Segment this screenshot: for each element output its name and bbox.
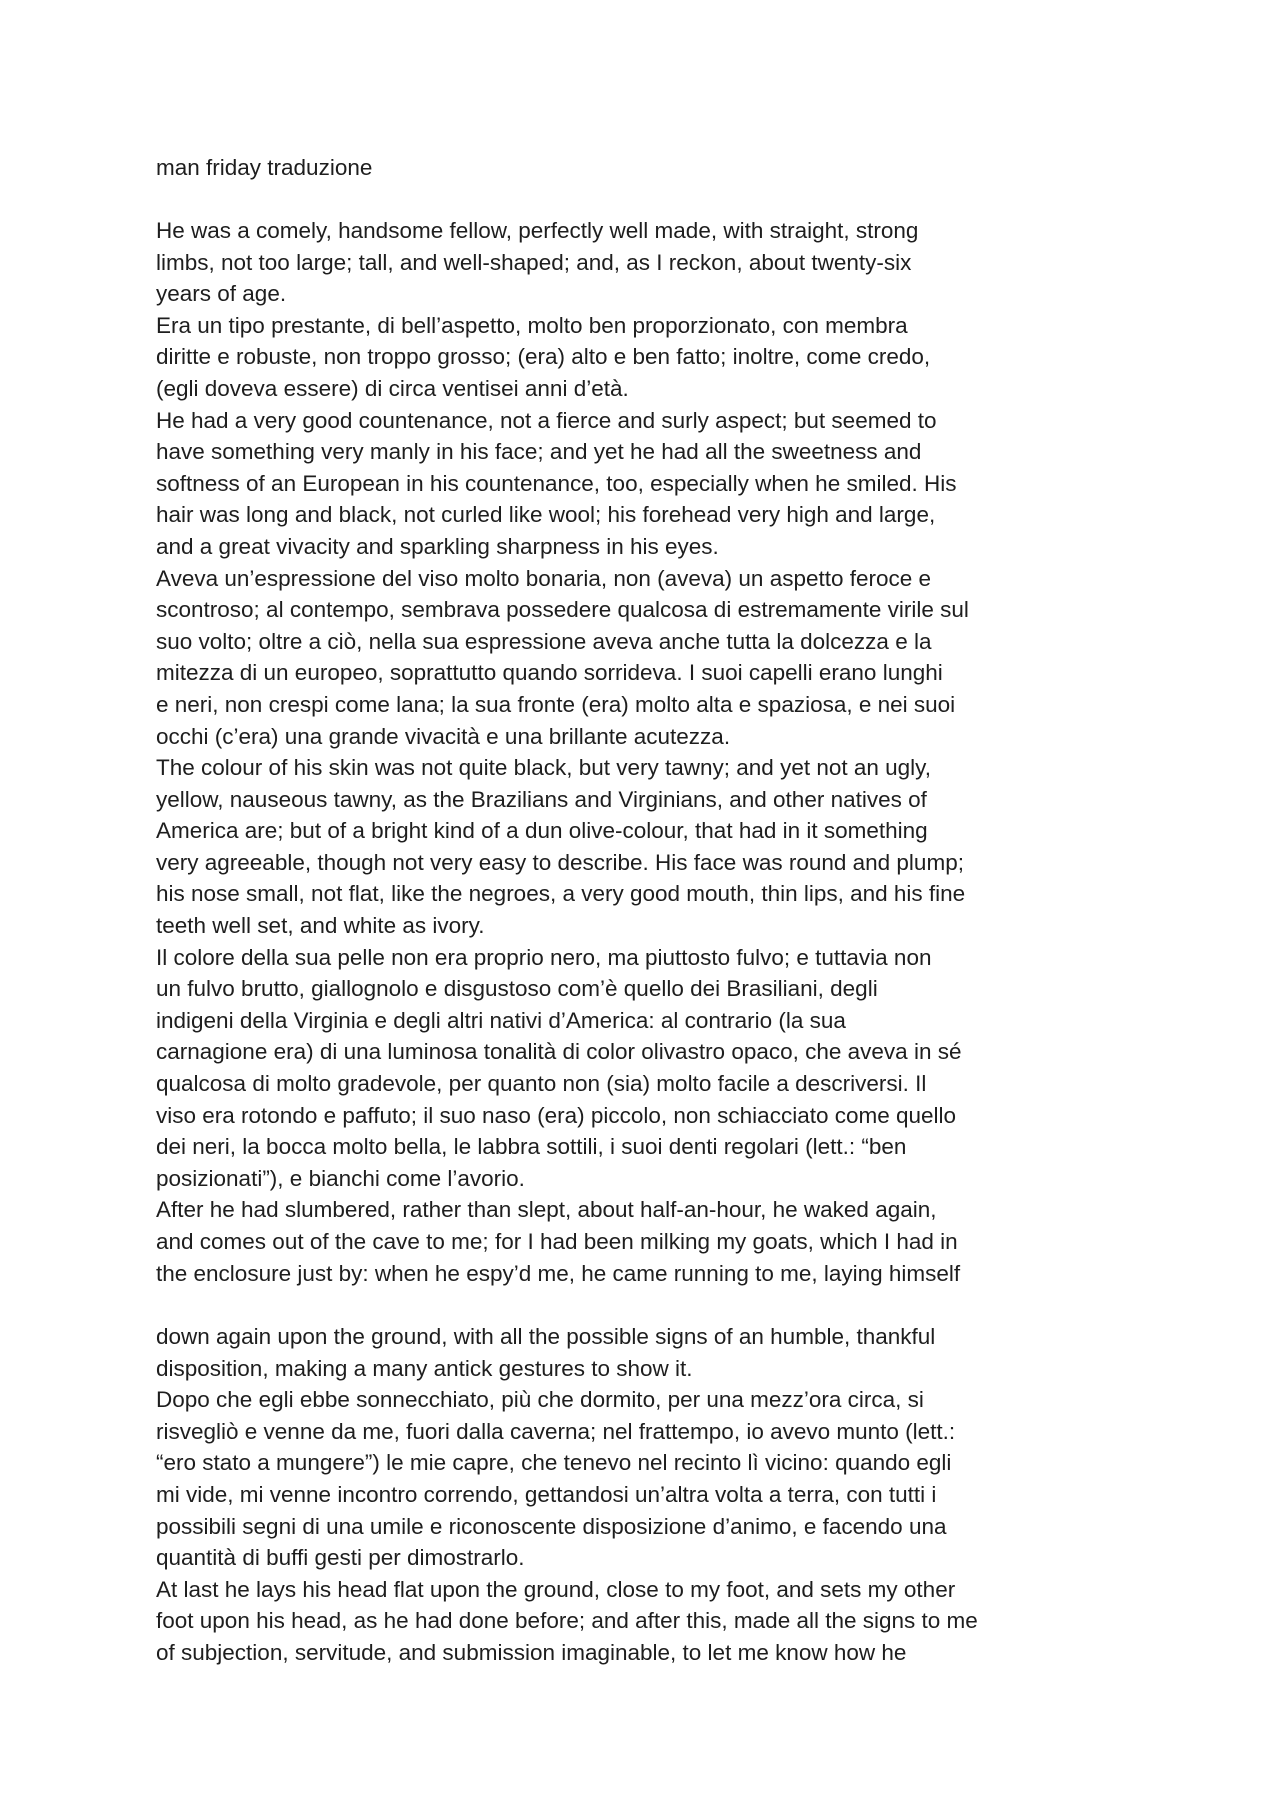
text-line: Era un tipo prestante, di bell’aspetto, molto ben proporzionato, con membra [156, 312, 908, 338]
text-line: foot upon his head, as he had done before; and after this, made all the signs to me [156, 1608, 978, 1634]
text-line: softness of an European in his countenance, too, especially when he smiled. His [156, 470, 957, 496]
text-line: have something very manly in his face; and yet he had all the sweetness and [156, 439, 922, 465]
text-line: He had a very good countenance, not a fierce and surly aspect; but seemed to [156, 407, 937, 433]
text-line: yellow, nauseous tawny, as the Brazilians and Virginians, and other natives of [156, 786, 927, 812]
text-line: of subjection, servitude, and submission imaginable, to let me know how he [156, 1639, 907, 1665]
text-line: At last he lays his head flat upon the ground, close to my foot, and sets my other [156, 1576, 956, 1602]
document-title-block [156, 152, 1036, 184]
text-line: quantità di buffi gesti per dimostrarlo. [156, 1545, 525, 1571]
text-line: years of age. [156, 281, 287, 307]
text-line: Aveva un’espressione del viso molto bonaria, non (aveva) un aspetto feroce e [156, 565, 932, 591]
text-line: suo volto; oltre a ciò, nella sua espressione aveva anche tutta la dolcezza e la [156, 628, 932, 654]
text-line: e neri, non crespi come lana; la sua fronte (era) molto alta e spaziosa, e nei suoi [156, 691, 956, 717]
text-line: He was a comely, handsome fellow, perfectly well made, with straight, strong [156, 218, 919, 243]
text-line: mitezza di un europeo, soprattutto quando sorrideva. I suoi capelli erano lunghi [156, 660, 943, 686]
text-line: his nose small, not flat, like the negroes, a very good mouth, thin lips, and his fine [156, 881, 966, 907]
text-line: hair was long and black, not curled like wool; his forehead very high and large, [156, 502, 936, 528]
text-line: Il colore della sua pelle non era proprio nero, ma piuttosto fulvo; e tuttavia non [156, 944, 932, 970]
text-line: the enclosure just by: when he espy’d me, he came running to me, laying himself [156, 1260, 961, 1286]
document-title: man friday traduzione [156, 155, 373, 180]
text-line: dei neri, la bocca molto bella, le labbra sottili, i suoi denti regolari (lett.: “ben [156, 1134, 907, 1160]
text-line: limbs, not too large; tall, and well-shaped; and, as I reckon, about twenty-six [156, 249, 912, 275]
text-line: After he had slumbered, rather than slept, about half-an-hour, he waked again, [156, 1197, 937, 1223]
text-line: down again upon the ground, with all the possible signs of an humble, thankful [156, 1324, 936, 1349]
text-line: scontroso; al contempo, sembrava possedere qualcosa di estremamente virile sul [156, 597, 969, 623]
text-line: posizionati”), e bianchi come l’avorio. [156, 1165, 525, 1191]
text-line: carnagione era) di una luminosa tonalità di color olivastro opaco, che aveva in sé [156, 1039, 962, 1065]
text-line: viso era rotondo e paffuto; il suo naso (era) piccolo, non schiacciato come quello [156, 1102, 957, 1128]
text-line: indigeni della Virginia e degli altri nativi d’America: al contrario (la sua [156, 1007, 846, 1033]
text-line: risvegliò e venne da me, fuori dalla caverna; nel frattempo, io avevo munto (lett.: [156, 1418, 956, 1444]
text-line: (egli doveva essere) di circa ventisei anni d’età. [156, 375, 629, 401]
text-line: mi vide, mi venne incontro correndo, gettandosi un’altra volta a terra, con tutti i [156, 1481, 937, 1507]
text-line: very agreeable, though not very easy to describe. His face was round and plump; [156, 849, 964, 875]
document-body [156, 215, 1036, 1289]
text-line: diritte e robuste, non troppo grosso; (era) alto e ben fatto; inoltre, come credo, [156, 344, 931, 370]
text-line: The colour of his skin was not quite black, but very tawny; and yet not an ugly, [156, 755, 931, 781]
text-line: possibili segni di una umile e riconoscente disposizione d’animo, e facendo una [156, 1513, 947, 1539]
text-line: and comes out of the cave to me; for I had been milking my goats, which I had in [156, 1229, 958, 1254]
text-line: and a great vivacity and sparkling sharpness in his eyes. [156, 533, 719, 559]
text-line: un fulvo brutto, giallognolo e disgustoso com’è quello dei Brasiliani, degli [156, 976, 878, 1002]
text-line: Dopo che egli ebbe sonnecchiato, più che dormito, per una mezz’ora circa, si [156, 1387, 924, 1413]
text-line: occhi (c’era) una grande vivacità e una brillante acutezza. [156, 723, 731, 749]
text-line: disposition, making a many antick gestures to show it. [156, 1355, 693, 1381]
text-line: America are; but of a bright kind of a dun olive-colour, that had in it something [156, 818, 928, 844]
document-body-continued [156, 1321, 1036, 1669]
text-line: “ero stato a mungere”) le mie capre, che tenevo nel recinto lì vicino: quando egli [156, 1450, 952, 1476]
text-line: teeth well set, and white as ivory. [156, 913, 485, 939]
text-line: qualcosa di molto gradevole, per quanto non (sia) molto facile a descriversi. Il [156, 1071, 927, 1097]
